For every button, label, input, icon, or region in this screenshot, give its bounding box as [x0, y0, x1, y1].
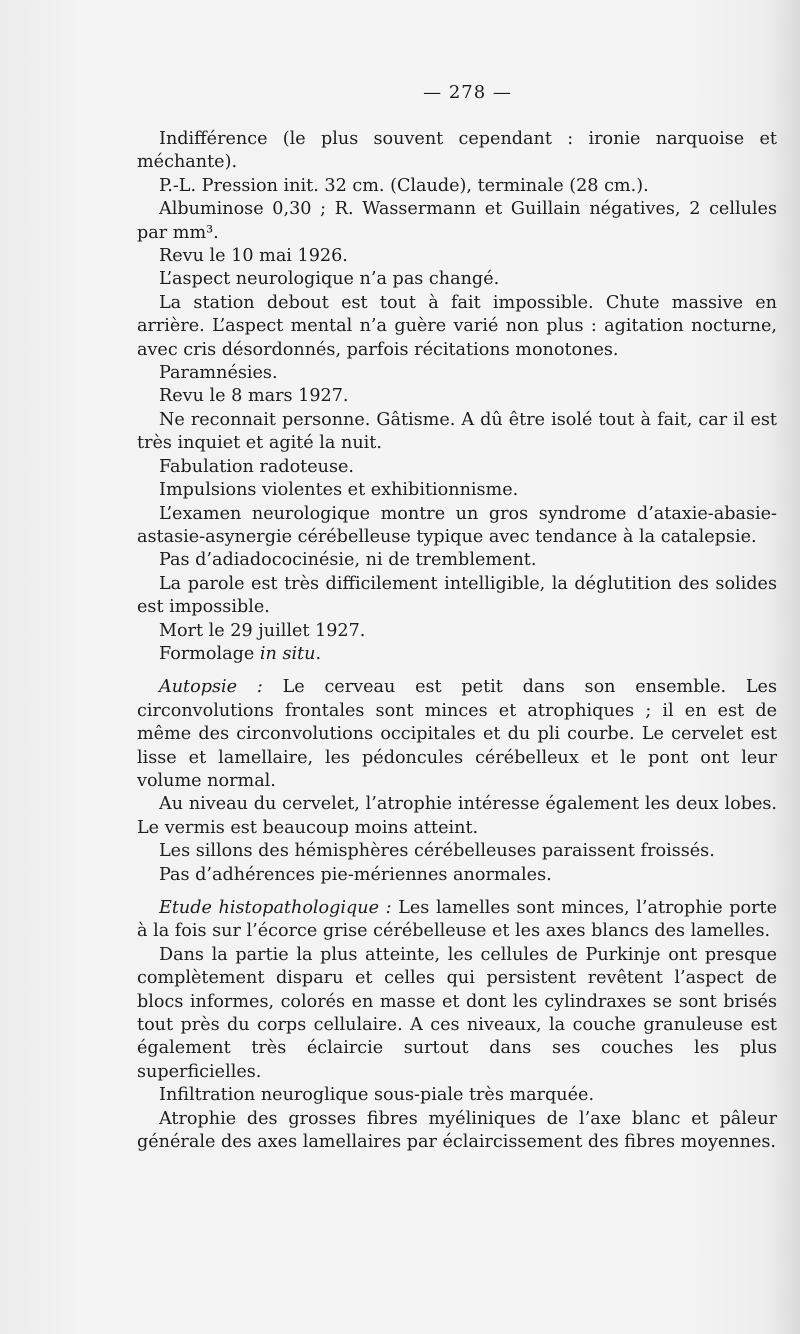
paragraph: Indifférence (le plus souvent cependant : ironie narquoise et méchante). [137, 129, 777, 173]
etude-text: Les lamelles sont minces, l’atrophie porte à la fois sur l’écorce grise cérébelleuse et les axes blancs des lamelles. [137, 898, 778, 942]
autopsie-heading: Autopsie : [159, 677, 263, 698]
paragraph: La parole est très difficilement intelligible, la déglutition des solides est impossible. [137, 573, 777, 618]
paragraph: Impulsions violentes et exhibitionnisme. [159, 480, 519, 501]
in-situ-term: in situ [259, 643, 316, 664]
page-number: — 278 — [423, 82, 512, 103]
paragraph: L’examen neurologique montre un gros syndrome d’ataxie-abasie-astasie-asynergie cérébelleuse typique avec tendance à la catalepsie. [137, 503, 777, 547]
paragraph: Ne reconnait personne. Gâtisme. A dû être isolé tout à fait, car il est très inquiet et agité la nuit. [137, 409, 777, 454]
paragraph-etude [137, 897, 777, 944]
paragraph: Paramnésies. [159, 363, 278, 384]
paragraph: L’aspect neurologique n’a pas changé. [159, 269, 500, 290]
etude-heading: Etude histopathologique : [159, 898, 392, 918]
paragraph: Pas d’adhérences pie-mériennes anormales. [159, 864, 552, 885]
paragraph: Au niveau du cervelet, l’atrophie intéresse également les deux lobes. Le vermis est beaucoup moins atteint. [137, 794, 777, 838]
page-body [137, 128, 777, 1154]
paragraph: Fabulation radoteuse. [159, 456, 355, 477]
paragraph: Atrophie des grosses fibres myéliniques de l’axe blanc et pâleur générale des axes lamellaires par éclaircissement des fibres moyennes. [137, 1108, 777, 1153]
paragraph-formolage [137, 643, 777, 666]
paragraph: La station debout est tout à fait impossible. Chute massive en arrière. L’aspect mental n’a guère varié non plus : agitation nocturne, avec cris désordonnés, parfois récitations monotones. [137, 292, 777, 360]
formolage-label: Formolage [159, 643, 260, 664]
paragraph: Revu le 10 mai 1926. [159, 246, 348, 267]
paragraph: Mort le 29 juillet 1927. [159, 620, 366, 641]
paragraph: P.-L. Pression init. 32 cm. (Claude), terminale (28 cm.). [159, 175, 649, 196]
paragraph-autopsie [137, 676, 777, 793]
paragraph: Dans la partie la plus atteinte, les cellules de Purkinje ont presque complètement disparu et celles qui persistent revêtent l’aspect de blocs informes, colorés en masse et dont les cylindraxes se sont brisés tout près du corps cellulaire. A ces niveaux, la couche granuleuse est également très éclaircie surtout dans ses couches les plus superficielles. [137, 944, 777, 1082]
paragraph: Revu le 8 mars 1927. [159, 386, 349, 407]
formolage-end: . [315, 643, 322, 664]
autopsie-text: Le cerveau est petit dans son ensemble. Les circonvolutions frontales sont minces et atrophiques ; il en est de même des circonvolutions occipitales et du pli courbe. Le cervelet est lisse et lamellaire, les pédoncules cérébelleux et le pont ont leur volume normal. [137, 677, 777, 791]
paragraph: Pas d’adiadococinésie, ni de tremblement. [159, 550, 537, 571]
paragraph: Albuminose 0,30 ; R. Wassermann et Guillain négatives, 2 cellules par mm³. [137, 199, 777, 243]
paragraph: Les sillons des hémisphères cérébelleuses paraissent froissés. [159, 841, 715, 862]
paragraph: Infiltration neuroglique sous-piale très marquée. [159, 1085, 595, 1106]
